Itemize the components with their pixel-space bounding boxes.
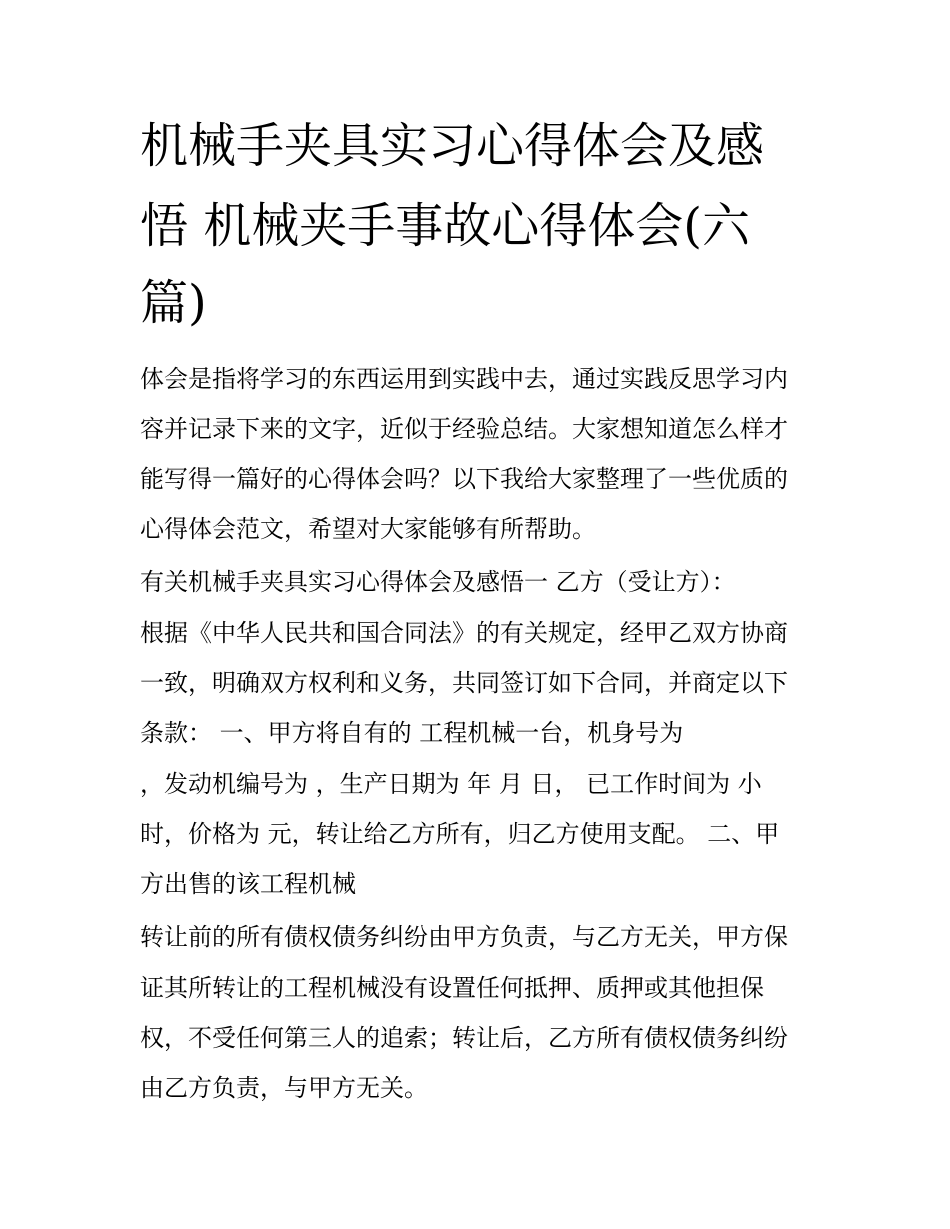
title-line: 悟 机械夹手事故心得体会(六 (140, 198, 750, 254)
body-line: 能写得一篇好的心得体会吗？以下我给大家整理了一些优质的 (140, 465, 788, 493)
body-line: 条款： 一、甲方将自有的 工程机械一台，机身号为 (140, 719, 684, 747)
body-line: 转让前的所有债权债务纠纷由甲方负责，与乙方无关，甲方保 (140, 923, 788, 951)
body-line: 权，不受任何第三人的追索；转让后，乙方所有债权债务纠纷 (140, 1024, 788, 1052)
body-line: 心得体会范文，希望对大家能够有所帮助。 (140, 515, 596, 543)
body-line: 一致，明确双方权利和义务，共同签订如下合同，并商定以下 (140, 669, 788, 697)
body-line: 证其所转让的工程机械没有设置任何抵押、质押或其他担保 (140, 974, 764, 1002)
section-heading: 有关机械手夹具实习心得体会及感悟一 乙方（受让方）： (140, 568, 736, 596)
title-line: 篇) (140, 275, 207, 331)
body-line: 容并记录下来的文字，近似于经验总结。大家想知道怎么样才 (140, 415, 788, 443)
body-line: ，发动机编号为 ，生产日期为 年 月 日， 已工作时间为 小 (140, 770, 762, 798)
title-line: 机械手夹具实习心得体会及感 (140, 118, 765, 174)
body-line: 方出售的该工程机械 (140, 870, 356, 898)
body-line: 根据《中华人民共和国合同法》的有关规定，经甲乙双方协商 (140, 619, 788, 647)
body-line: 时，价格为 元，转让给乙方所有，归乙方使用支配。 二、甲 (140, 820, 780, 848)
body-line: 由乙方负责，与甲方无关。 (140, 1074, 428, 1102)
body-line: 体会是指将学习的东西运用到实践中去，通过实践反思学习内 (140, 365, 788, 393)
